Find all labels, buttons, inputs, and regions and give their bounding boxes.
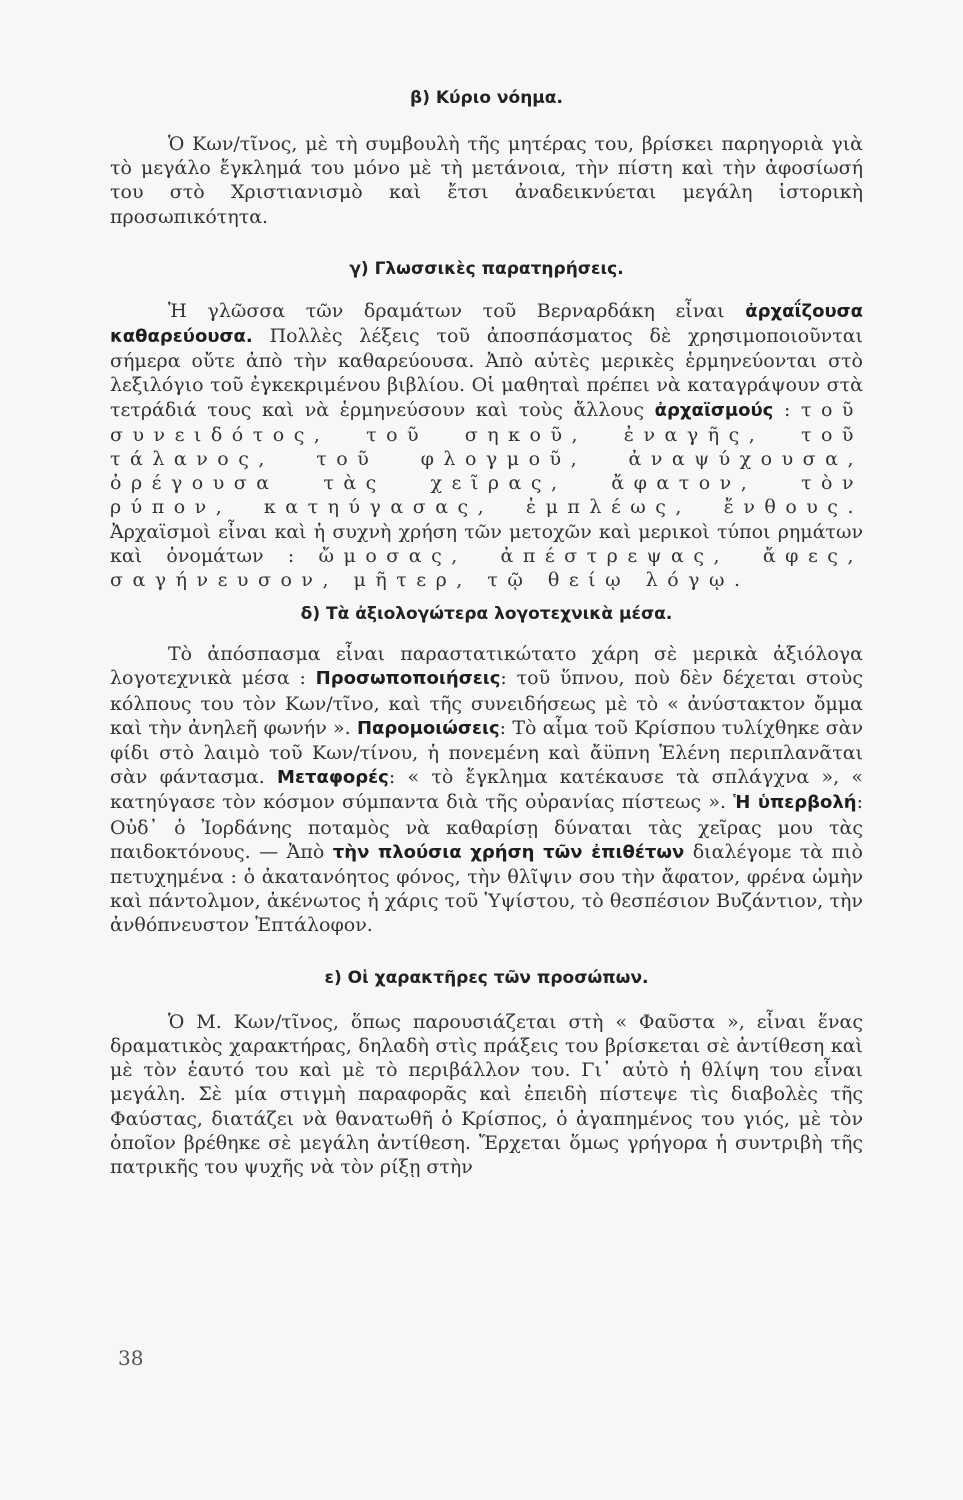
section-d-bold-metaphors: Μεταφορές [277,767,389,789]
section-g-text-1: Ἡ γλῶσσα τῶν δραμάτων τοῦ Βερναρδάκη εἶναι [168,299,746,322]
section-g-spaced-words: τοῦ συνειδότος, τοῦ σηκοῦ, ἐναγῆς, τοῦ τάλανος, τοῦ φλογμοῦ, ἀναψύχουσα, ὀρέγουσα τὰς χεῖρας, ἄφατον, τὸν ρύπον, κατηύγασας, ἐμπλέως, ἔνθους. [110,398,863,519]
section-d-text-2: : τοῦ ὕπνου, ποὺ δὲν δέχεται στοὺς κόλπους του τὸν Κων/τῖνο, καὶ τῆς συνειδήσεως μὲ τὸ « ἀνύστακτον ὄμμα καὶ τὴν ἀνηλεῆ φωνήν ». [110,667,863,739]
section-d-paragraph [110,642,863,937]
section-g-text-2: Πολλὲς λέξεις τοῦ ἀποσπάσματος δὲ χρησιμοποιοῦνται σήμερα οὔτε ἀπὸ τὴν καθαρεύουσα. Ἀπὸ αὐτὲς μερικὲς ἑρμηνεύονται στὸ λεξιλόγιο τοῦ ἐγκεκριμένου βιβλίου. Οἱ μαθηταὶ πρέπει νὰ καταγράψουν στὰ τετράδιά τους καὶ νὰ ἑρμηνεύσουν καὶ τοὺς ἄλλους [110,325,863,421]
section-g-spaced-forms: ὤμοσας, ἀπέστρεψας, ἄφες, σαγήνευσον, μῆτερ, τῷ θείῳ λόγῳ. [110,544,863,592]
section-d-bold-epithets: τὴν πλούσια χρήση τῶν ἐπιθέτων [332,841,685,863]
section-g-bold-term: ἀρχαΐζουσα καθαρεύουσα. [110,300,863,348]
section-d-bold-similes: Παρομοιώσεις [356,717,500,739]
page-number: 38 [118,1346,144,1370]
section-d-text-5: : Οὐδ᾽ ὁ Ἰορδάνης ποταμὸς νὰ καθαρίσῃ δύναται τὰς χεῖρας μου τὰς παιδοκτόνους. — Ἀπὸ [110,791,863,863]
section-b-heading: β) Κύριο νόημα. [410,88,563,108]
section-d-bold-hyperbole: Ἡ ὑπερβολή [733,792,857,814]
section-e-paragraph: Ὁ Μ. Κων/τῖνος, ὅπως παρουσιάζεται στὴ « Φαῦστα », εἶναι ἕνας δραματικὸς χαρακτήρας, δηλαδὴ στὶς πράξεις του βρίσκεται σὲ ἀντίθεση καὶ μὲ τὸν ἑαυτό του καὶ μὲ τὸ περιβάλλον του. Γι᾽ αὐτὸ ἡ θλίψη του εἶναι μεγάλη. Σὲ μία στιγμὴ παραφορᾶς καὶ ἐπειδὴ πίστεψε τὶς διαβολὲς τῆς Φαύστας, διατάζει νὰ θανατωθῆ ὁ Κρίσπος, ὁ ἀγαπημένος του γιός, μὲ τὸν ὁποῖον βρέθηκε σὲ μεγάλη ἀντίθεση. Ἔρχεται ὅμως γρήγορα ἡ συντριβὴ τῆς πατρικῆς του ψυχῆς νὰ τὸν ρίξῃ στὴν [110,1010,863,1178]
section-g-heading: γ) Γλωσσικὲς παρατηρήσεις. [349,258,624,279]
section-d-text-4: : « τὸ ἔγκλημα κατέκαυσε τὰ σπλάγχνα », « κατηύγασε τὸν κόσμον σύμπαντα διὰ τῆς οὐρανίας πίστεως ». [110,766,863,814]
section-d-heading: δ) Τὰ ἀξιολογώτερα λογοτεχνικὰ μέσα. [300,604,673,625]
section-g-bold-archaisms: ἀρχαϊσμούς [654,399,774,421]
section-e-heading: ε) Οἱ χαρακτῆρες τῶν προσώπων. [324,967,649,988]
section-b-paragraph: Ὁ Κων/τῖνος, μὲ τὴ συμβουλὴ τῆς μητέρας του, βρίσκει παρηγοριὰ γιὰ τὸ μεγάλο ἔγκλημά του μόνο μὲ τὴ μετάνοια, τὴν πίστη καὶ τὴν ἀφοσίωσή του στὸ Χριστιανισμὸ καὶ ἔτσι ἀναδεικνύεται μεγάλη ἱστορικὴ προσωπικότητα. [110,133,863,228]
section-d-text-1: Τὸ ἀπόσπασμα εἶναι παραστατικώτατο χάρη σὲ μερικὰ ἀξιόλογα λογοτεχνικὰ μέσα : [110,643,863,690]
section-g-text-3: Ἀρχαϊσμοὶ εἶναι καὶ ἡ συχνὴ χρήση τῶν μετοχῶν καὶ μερικοὶ τύποι ρημάτων καὶ ὀνομάτων : [110,520,863,567]
section-g-paragraph [110,299,863,592]
section-d-text-6: διαλέγομε τὰ πιὸ πετυχημένα : ὁ ἀκατανόητος φόνος, τὴν θλῖψιν σου τὴν ἄφατον, φρένα ὠμὴν καὶ πάντολμον, ἀκένωτος ἡ χάρις τοῦ Ὑψίστου, τὸ θεσπέσιον Βυζάντιον, τὴν ἀνθόπνευστον Ἑπτάλοφον. [110,840,863,937]
section-d-bold-personifications: Προσωποποιήσεις [315,668,501,690]
section-d-text-3: : Τὸ αἷμα τοῦ Κρίσπου τυλίχθηκε σὰν φίδι στὸ λαιμὸ τοῦ Κων/τίνου, ἡ πονεμένη καὶ ἄϋπνη Ἑλένη περιπλανᾶται σὰν φάντασμα. [110,716,863,789]
section-g-colon: : [773,398,801,421]
